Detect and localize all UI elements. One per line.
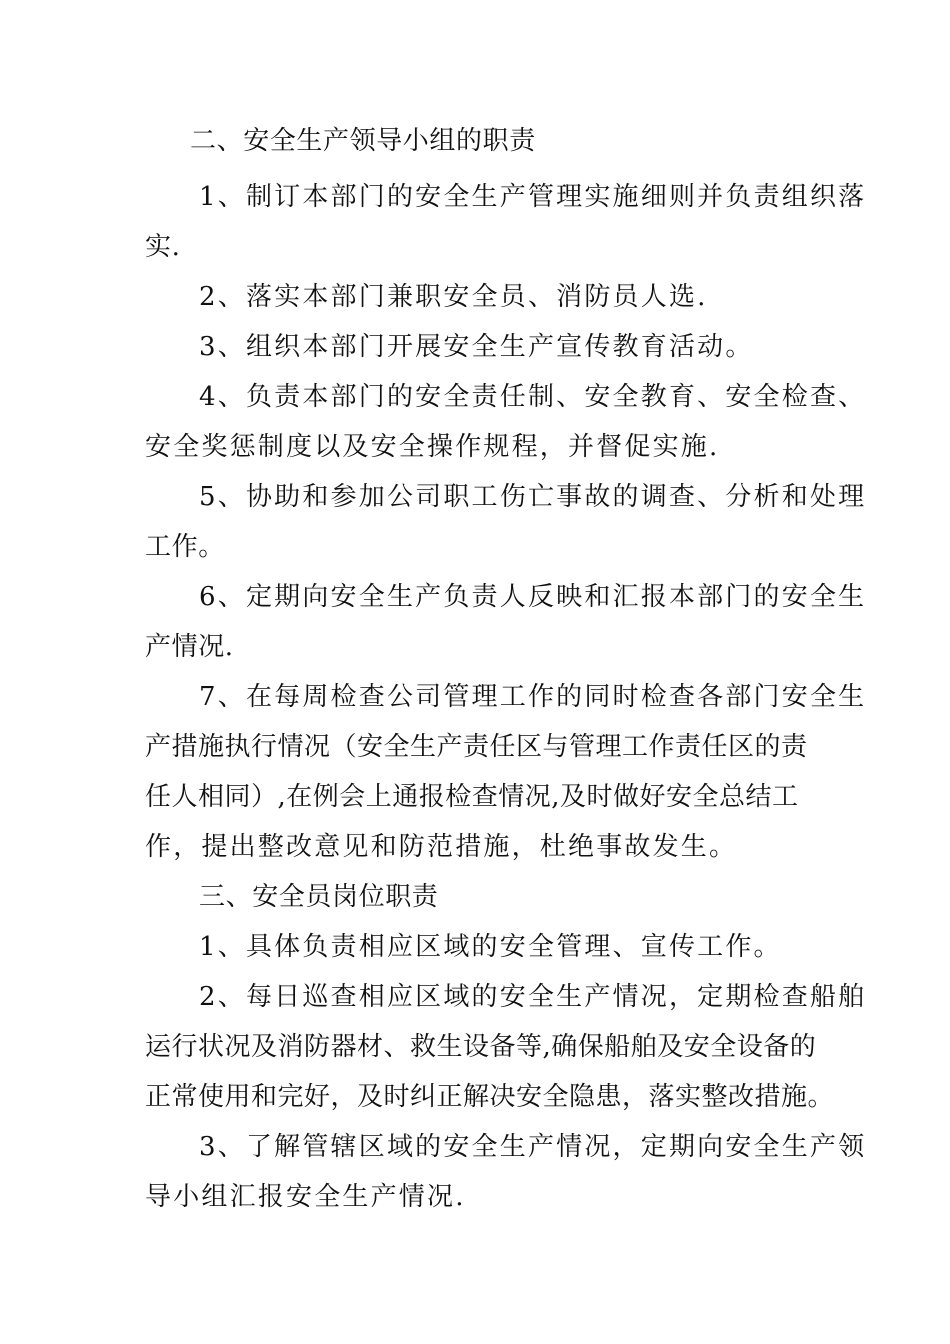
section-heading: 三、安全员岗位职责 <box>199 882 439 912</box>
paragraph-line: 导小组汇报安全生产情况. <box>145 1182 466 1212</box>
paragraph-line: 任人相同）,在例会上通报检查情况,及时做好安全总结工 <box>145 782 799 812</box>
paragraph-line: 正常使用和完好，及时纠正解决安全隐患，落实整改措施。 <box>145 1082 835 1112</box>
paragraph-line: 实. <box>145 232 181 262</box>
paragraph-line: 2、每日巡查相应区域的安全生产情况，定期检查船舶 <box>199 982 867 1012</box>
paragraph-line: 5、协助和参加公司职工伤亡事故的调查、分析和处理 <box>199 482 867 512</box>
paragraph-line: 安全奖惩制度以及安全操作规程，并督促实施. <box>145 432 720 462</box>
paragraph-line: 2、落实本部门兼职安全员、消防员人选. <box>199 282 708 312</box>
paragraph-line: 工作。 <box>145 532 225 562</box>
paragraph-line: 6、定期向安全生产负责人反映和汇报本部门的安全生 <box>199 582 867 612</box>
paragraph-line: 运行状况及消防器材、救生设备等,确保船舶及安全设备的 <box>145 1032 817 1062</box>
paragraph-line: 3、了解管辖区域的安全生产情况，定期向安全生产领 <box>199 1132 867 1162</box>
paragraph-line: 作，提出整改意见和防范措施，杜绝事故发生。 <box>145 832 738 862</box>
paragraph-line: 3、组织本部门开展安全生产宣传教育活动。 <box>199 332 754 362</box>
paragraph-line: 产情况. <box>145 632 234 662</box>
paragraph-line: 4、负责本部门的安全责任制、安全教育、安全检查、 <box>199 382 867 412</box>
section-heading: 二、安全生产领导小组的职责 <box>190 126 536 156</box>
paragraph-line: 1、制订本部门的安全生产管理实施细则并负责组织落 <box>199 182 867 212</box>
paragraph-line: 7、在每周检查公司管理工作的同时检查各部门安全生 <box>199 682 867 712</box>
paragraph-line: 1、具体负责相应区域的安全管理、宣传工作。 <box>199 932 782 962</box>
paragraph-line: 产措施执行情况（安全生产责任区与管理工作责任区的责 <box>145 732 808 762</box>
